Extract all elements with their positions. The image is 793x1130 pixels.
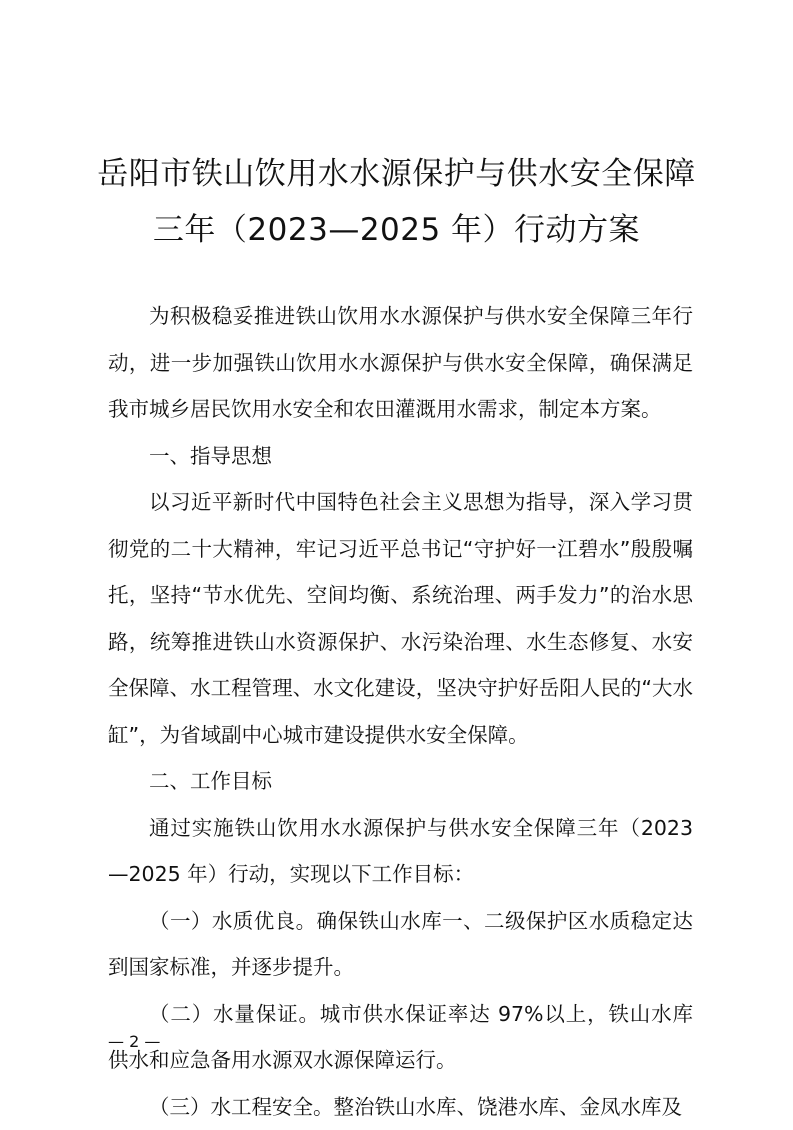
title-line-1: 岳阳市铁山饮用水水源保护与供水安全保障 (0, 146, 793, 202)
goal-item-water-quantity: （二）水量保证。城市供水保证率达 97%以上，铁山水库供水和应急备用水源双水源保障运行。 (108, 991, 693, 1084)
guiding-ideology-paragraph: 以习近平新时代中国特色社会主义思想为指导，深入学习贯彻党的二十大精神，牢记习近平总书记“守护好一江碧水”殷殷嘱托，坚持“节水优先、空间均衡、系统治理、两手发力”的治水思路，统筹推进铁山水资源保护、水污染治理、水生态修复、水安全保障、水工程管理、水文化建设，坚决守护好岳阳人民的“大水缸”，为省域副中心城市建设提供水安全保障。 (108, 479, 693, 758)
work-goals-paragraph: 通过实施铁山饮用水水源保护与供水安全保障三年（2023—2025 年）行动，实现以下工作目标： (108, 805, 693, 898)
goal-item-water-quality: （一）水质优良。确保铁山水库一、二级保护区水质稳定达到国家标准，并逐步提升。 (108, 898, 693, 991)
document-title (0, 146, 793, 258)
document-body (108, 293, 693, 1130)
title-line-2: 三年（2023—2025 年）行动方案 (0, 202, 793, 258)
section-heading-work-goals: 二、工作目标 (108, 758, 693, 805)
page-number: — 2 — (108, 1032, 160, 1052)
section-heading-guiding-ideology: 一、指导思想 (108, 433, 693, 480)
goal-item-water-engineering: （三）水工程安全。整治铁山水库、饶港水库、金凤水库及 (108, 1084, 693, 1130)
intro-paragraph: 为积极稳妥推进铁山饮用水水源保护与供水安全保障三年行动，进一步加强铁山饮用水水源保护与供水安全保障，确保满足我市城乡居民饮用水安全和农田灌溉用水需求，制定本方案。 (108, 293, 693, 433)
